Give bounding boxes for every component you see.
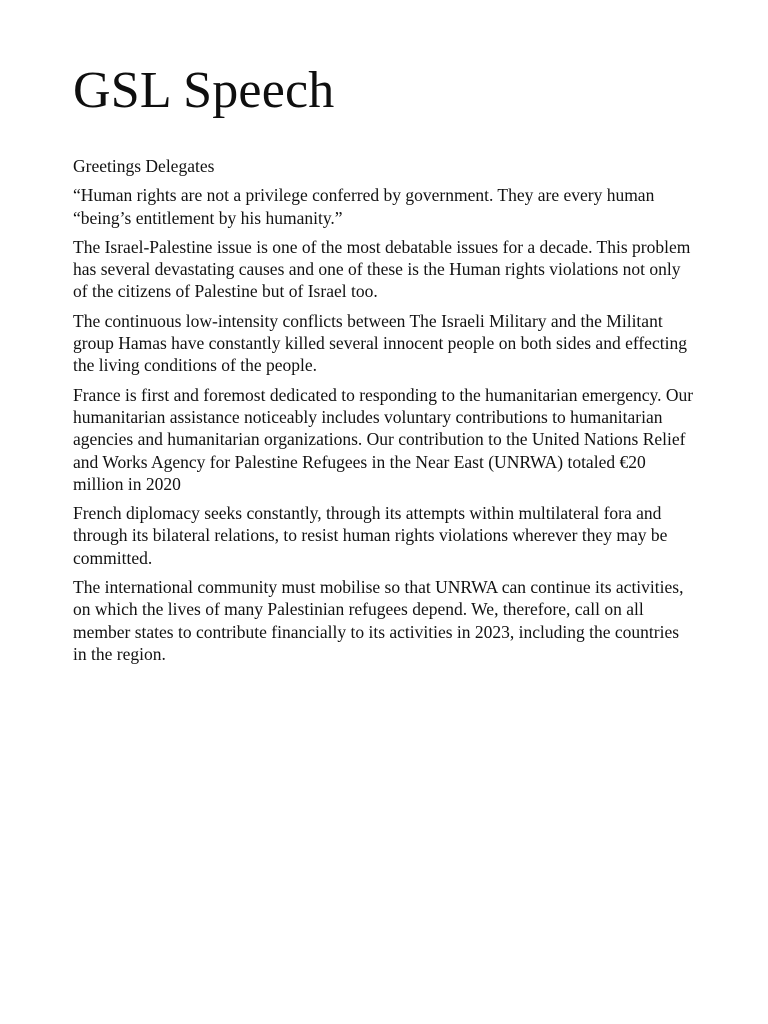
paragraph-call-to-action: The international community must mobilise so that UNRWA can continue its activities, on which the lives of many Palestinian refugees depend. We, therefore, call on all member states to contribute financially to its activities in 2023, including the countries in the region. xyxy=(73,577,684,664)
paragraph-france-humanitarian: France is first and foremost dedicated to responding to the humanitarian emergency. Our humanitarian assistance noticeably includes voluntary contributions to humanitarian agencies and humanitarian organizations. Our contribution to the United Nations Relief and Works Agency for Palestine Refugees in the Near East (UNRWA) totaled €20 million in 2020 xyxy=(73,384,694,494)
paragraph-quote: “Human rights are not a privilege conferred by government. They are every human “being’s entitlement by his humanity.” xyxy=(73,185,655,228)
document-title: GSL Speech xyxy=(73,62,335,119)
document-page xyxy=(73,58,695,672)
paragraph-diplomacy: French diplomacy seeks constantly, through its attempts within multilateral fora and through its bilateral relations, to resist human rights violations wherever they may be committed. xyxy=(73,503,668,568)
paragraph-greeting: Greetings Delegates xyxy=(73,156,215,176)
paragraph-issue: The Israel-Palestine issue is one of the most debatable issues for a decade. This problem has several devastating causes and one of these is the Human rights violations not only of the citizens of Palestine but of Israel too. xyxy=(73,236,691,302)
document-body xyxy=(73,155,695,665)
paragraph-conflicts: The continuous low-intensity conflicts between The Israeli Military and the Militant group Hamas have constantly killed several innocent people on both sides and effecting the living conditions of the people. xyxy=(73,310,687,376)
